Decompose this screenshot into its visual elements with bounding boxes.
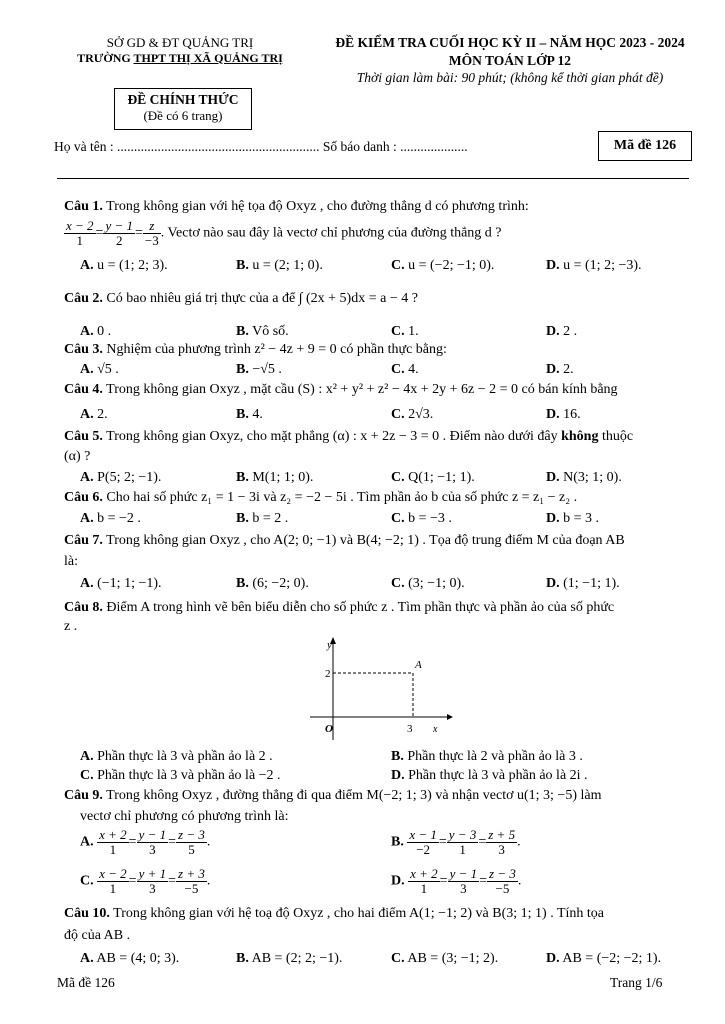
q8-option-b[interactable]: B. Phần thực là 2 và phần ảo là 3 .: [391, 749, 583, 764]
x-axis-label: x: [433, 724, 438, 735]
header-divider: [57, 178, 689, 179]
q4-option-c[interactable]: C. 2√3.: [391, 407, 434, 422]
dept-name: SỞ GD & ĐT QUẢNG TRỊ: [106, 35, 254, 50]
q5-option-c[interactable]: C. Q(1; −1; 1).: [391, 470, 475, 485]
q5-option-b[interactable]: B. M(1; 1; 0).: [236, 470, 314, 485]
q8-option-d[interactable]: D. Phần thực là 3 và phần ảo là 2i .: [391, 768, 588, 783]
q9-option-d[interactable]: D. $\frac{x + 2}{1}$ = $\frac{y - 1}{3}$ = $\frac{z - 3}{-5}$ .: [391, 866, 522, 896]
origin-label: O: [325, 723, 333, 735]
q1-option-d[interactable]: D. u = (1; 2; −3).: [546, 258, 642, 273]
q1-option-b[interactable]: B. u = (2; 1; 0).: [236, 258, 323, 273]
question-6: Câu 6. Cho hai số phức z₁ = 1 − 3i và z₂ = −2 − 5i . Tìm phần ảo b của số phức z = z₁ − z₂ .: [64, 490, 578, 505]
school-name: TRƯỜNG THPT THỊ XÃ QUẢNG TRỊ: [77, 51, 283, 65]
exam-time: Thời gian làm bài: 90 phút; (không kể thời gian phát đề): [356, 70, 664, 85]
q7-option-d[interactable]: D. (1; −1; 1).: [546, 576, 620, 591]
question-5-line2: (α) ?: [64, 449, 91, 464]
page-count: (Đề có 6 trang): [143, 108, 223, 123]
q1-option-a[interactable]: A. u = (1; 2; 3).: [80, 258, 168, 273]
q6-option-a[interactable]: A. b = −2 .: [80, 511, 141, 526]
question-9-line2: vectơ chỉ phương có phương trình là:: [80, 809, 289, 824]
frac-y: $\frac{y - 1}{2}$: [105, 218, 133, 248]
q2-option-d[interactable]: D. 2 .: [546, 324, 578, 339]
subject: MÔN TOÁN LỚP 12: [448, 53, 572, 68]
complex-plane-figure: [305, 632, 455, 744]
question-3: Câu 3. Nghiệm của phương trình z² − 4z + 9 = 0 có phần thực bằng:: [64, 342, 447, 357]
question-1: Câu 1. Trong không gian với hệ tọa độ Oxyz , cho đường thẳng d có phương trình:: [64, 199, 529, 214]
q6-option-c[interactable]: C. b = −3 .: [391, 511, 452, 526]
student-info-line: Họ và tên : ............................................................ Số báo danh : ....................: [54, 139, 468, 154]
q3-option-a[interactable]: A. √5 .: [80, 362, 119, 377]
footer-exam-code: Mã đề 126: [57, 975, 115, 990]
question-7-line2: là:: [64, 554, 78, 569]
q9-option-c[interactable]: C. $\frac{x - 2}{1}$ = $\frac{y + 1}{3}$ = $\frac{z + 3}{-5}$ .: [80, 866, 211, 896]
q9-option-b[interactable]: B. $\frac{x - 1}{-2}$ = $\frac{y - 3}{1}$ = $\frac{z + 5}{3}$ .: [391, 827, 521, 857]
q10-option-c[interactable]: C. AB = (3; −1; 2).: [391, 951, 499, 966]
question-4: Câu 4. Trong không gian Oxyz , mặt cầu (S) : x² + y² + z² − 4x + 2y + 6z − 2 = 0 có bán kính bằng: [64, 382, 618, 397]
question-5: Câu 5. Trong không gian Oxyz, cho mặt phẳng (α) : x + 2z − 3 = 0 . Điểm nào dưới đây không thuộc: [64, 429, 634, 444]
q2-option-b[interactable]: B. Vô số.: [236, 324, 289, 339]
q4-option-a[interactable]: A. 2.: [80, 407, 108, 422]
question-8: Câu 8. Điểm A trong hình vẽ bên biểu diễn cho số phức z . Tìm phần thực và phần ảo của số phức: [64, 600, 615, 615]
official-label: ĐỀ CHÍNH THỨC: [127, 92, 239, 107]
frac-x: $\frac{x - 2}{1}$: [66, 218, 94, 248]
question-10: Câu 10. Trong không gian với hệ toạ độ Oxyz , cho hai điểm A(1; −1; 2) và B(3; 1; 1) . Tính tọa: [64, 906, 605, 921]
q8-option-a[interactable]: A. Phần thực là 3 và phần ảo là 2 .: [80, 749, 273, 764]
question-9: Câu 9. Trong không Oxyz , đường thẳng đi qua điểm M(−2; 1; 3) và nhận vectơ u(1; 3; −5) làm: [64, 788, 602, 803]
q2-option-c[interactable]: C. 1.: [391, 324, 419, 339]
q4-option-b[interactable]: B. 4.: [236, 407, 263, 422]
exam-code-box: Mã đề 126: [598, 131, 692, 161]
q6-option-d[interactable]: D. b = 3 .: [546, 511, 600, 526]
tick-label-2: 2: [325, 668, 331, 680]
tick-label-3: 3: [407, 723, 413, 735]
question-7: Câu 7. Trong không gian Oxyz , cho A(2; 0; −1) và B(4; −2; 1) . Tọa độ trung điểm M của đoạn AB: [64, 533, 625, 548]
q8-option-c[interactable]: C. Phần thực là 3 và phần ảo là −2 .: [80, 768, 281, 783]
question-2: Câu 2. Có bao nhiêu giá trị thực của a để ∫ (2x + 5)dx = a − 4 ?: [64, 291, 418, 306]
question-1-equation: $\frac{x - 2}{1}$ = $\frac{y - 1}{2}$ = $\frac{z}{-3}$ . Vectơ nào sau đây là vectơ chỉ phương của đường thẳng d ?: [66, 218, 502, 248]
q9-option-a[interactable]: A. $\frac{x + 2}{1}$ = $\frac{y - 1}{3}$ = $\frac{z - 3}{5}$ .: [80, 827, 211, 857]
q3-option-c[interactable]: C. 4.: [391, 362, 419, 377]
point-a-label: A: [415, 659, 422, 671]
q10-option-b[interactable]: B. AB = (2; 2; −1).: [236, 951, 343, 966]
q7-option-b[interactable]: B. (6; −2; 0).: [236, 576, 309, 591]
q1-option-c[interactable]: C. u = (−2; −1; 0).: [391, 258, 495, 273]
q3-option-d[interactable]: D. 2.: [546, 362, 574, 377]
exam-title: ĐỀ KIỂM TRA CUỐI HỌC KỲ II – NĂM HỌC 2023 - 2024: [335, 35, 685, 50]
q2-option-a[interactable]: A. 0 .: [80, 324, 112, 339]
q7-option-a[interactable]: A. (−1; 1; −1).: [80, 576, 162, 591]
q10-option-d[interactable]: D. AB = (−2; −2; 1).: [546, 951, 662, 966]
q4-option-d[interactable]: D. 16.: [546, 407, 581, 422]
q5-option-a[interactable]: A. P(5; 2; −1).: [80, 470, 162, 485]
q7-option-c[interactable]: C. (3; −1; 0).: [391, 576, 465, 591]
q3-option-b[interactable]: B. −√5 .: [236, 362, 282, 377]
frac-z: $\frac{z}{-3}$: [144, 218, 159, 248]
q5-option-d[interactable]: D. N(3; 1; 0).: [546, 470, 622, 485]
question-8-line2: z .: [64, 619, 78, 634]
q6-option-b[interactable]: B. b = 2 .: [236, 511, 289, 526]
q10-option-a[interactable]: A. AB = (4; 0; 3).: [80, 951, 180, 966]
x-axis-arrow: [447, 714, 453, 720]
y-axis-label: y: [327, 639, 332, 651]
official-box: [114, 88, 252, 130]
question-10-line2: độ của AB .: [64, 928, 131, 943]
footer-page-number: Trang 1/6: [610, 975, 663, 990]
